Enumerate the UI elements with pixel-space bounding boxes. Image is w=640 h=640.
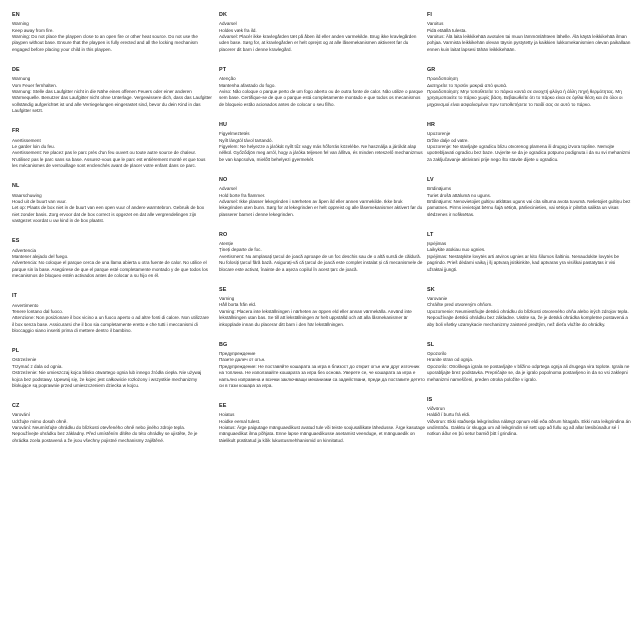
warning-subtitle: Пазете далеч от огън. — [219, 357, 266, 363]
language-code: NL — [12, 183, 20, 190]
warning-title: Avertissement — [12, 137, 41, 143]
warning-subtitle: Trzymać z dala od ognia. — [12, 363, 63, 369]
warning-body: Let op: Plaats de box niet in de buurt van een open vuur of andere warmtebron. Gebruik de box niet zonder basis. Zorg ervoor dat de box correct is opgezet en dat alle vergrendelingen zijn vastgezet voordat u uw kind in de box plaatst. — [12, 205, 205, 224]
warning-body: Ostrzeżenie: Nie umieszczaj kojca blisko otwartego ognia lub innego źródła ciepła. Nie używaj kojca bez podstawy. Upewnij się, że kojec jest całkowicie rozłożony i wszystkie mechanizmy blokujące są poprawnie przed umieszczeniem dziecka w kojcu. — [12, 370, 202, 388]
language-code: DK — [219, 12, 227, 18]
warning-body: Attenzione: Non posizionare il box vicino a un fuoco aperto o ad altre fonti di calore. Non utilizzare il box senza base. Assicurarsi che il box sia completamente eretto e che tutti i meccanismi di bloccaggio siano inseriti prima di mettere dentro il bambino. — [12, 315, 209, 334]
language-code: HR — [427, 121, 435, 128]
language-code: FI — [427, 12, 432, 18]
warning-title: Avvertimento — [12, 302, 39, 308]
warning-body: Warning: Do not place the playpen close to an open fire or other heat source. Do not use the playpen without base. Ensure that the playpen is fully erected and all the locking mechanism engaged before placing your child in this playpen. — [12, 33, 198, 52]
warning-block-de — [12, 67, 212, 115]
warning-title: Viðvörun — [427, 405, 445, 411]
warning-block-lv — [427, 177, 631, 218]
language-code: CZ — [12, 403, 20, 410]
warning-subtitle: Hranite stran od ognja. — [427, 357, 474, 363]
warning-title: Varování — [12, 412, 30, 418]
language-code: BG — [219, 341, 228, 348]
warning-body: Brīdinājums: Nenovietojiet gultiņu atklātas uguns vai cita siltuma avota tuvumā. Nelietojiet gultiņu bez pamatnes. Pirms ievietojat bērnu šajā sētiņā, pārliecinieties, vai sētiņa ir pilnībā salikta un visas slēdzenes ir nofiksētas. — [427, 198, 631, 217]
warning-title: Advarsel — [219, 21, 237, 27]
warning-subtitle: Le garder loin du feu. — [12, 144, 55, 150]
warning-body: Предупреждение: Не поставяйте кошарата за игра в близост до открит огън или друг източник на топлина. Не използвайте кошарата за игра без основа. Уверете се, че кошарата за игра е напълно изправена и всички заключващи механизми са задействани, преди да поставите детето си в тази кошара за игра. — [219, 363, 425, 388]
warning-body: Προειδοποίηση: Μην τοποθετείτε το πάρκο κοντά σε ανοιχτή φλόγα ή άλλη πηγή θερμότητας. Μη χρησιμοποιείτε το πάρκο χωρίς βάση. Βεβαιωθείτε ότι το πάρκο είναι σε όρθια θέση και ότι όλοι οι μηχανισμοί είναι ασφαλισμένοι πριν τοποθετήσετε το παιδί σας σε αυτό το πάρκο. — [427, 88, 623, 107]
warning-title: Advertencia — [12, 247, 37, 253]
language-code: GR — [427, 66, 436, 73]
warning-body: Warnung: Stelle das Laufgitter nicht in die Nähe eines offenen Feuers oder einer anderen Wärmequelle. Benutzer das Laufgitter nicht ohne Unterlage. Vergewissere dich, dass das Laufgitter vollständig aufgerichtet ist und alle Verriegelungen eingerastet sind, bevor du dein Kind in das Laufgitter setzt. — [12, 88, 212, 114]
warning-block-sl — [427, 342, 631, 383]
warning-title: Hoiatus — [219, 412, 235, 418]
warning-subtitle: Keep away from fire. — [12, 27, 54, 33]
warning-body: Advarsel: Ikke plasser lekegrinden i nærheten av åpen ild eller annen varmekilde. Ikke bruk lekegrinden uten bunn. Sørg for at lekegrinden er helt oppreist og alle låsemekanismer aktivert før du plasserer barnet i denne lekegrinden. — [219, 198, 423, 217]
language-code: HU — [219, 121, 227, 128]
warning-subtitle: Holdes væk fra ild. — [219, 27, 257, 33]
language-code: EN — [12, 12, 20, 18]
warning-subtitle: Turiet drošā attālumā no uguns. — [427, 192, 492, 198]
warning-subtitle: Pidä etäällä tulesta. — [427, 27, 467, 33]
warning-subtitle: Hold borte fra flammer. — [219, 192, 266, 198]
warning-subtitle: Håll borta från eld. — [219, 302, 257, 308]
warning-body: Varning: Placera inte lekställningen i närheten av öppen eld eller annan värmekälla. Använd inte lekställningen utan bas. Se till att lekställningen är helt uppställd och att alla låsmekanismer är inkopplade innan du placerar ditt barn i den här lekställningen. — [219, 308, 412, 327]
language-code: SL — [427, 341, 435, 348]
warning-subtitle: Țineți departe de foc. — [219, 247, 262, 253]
warning-subtitle: Držite dalje od vatre. — [427, 137, 469, 143]
warning-subtitle: Mantenha afastado do fogo. — [219, 82, 276, 88]
language-code: EE — [219, 403, 227, 410]
warning-block-fi — [427, 12, 631, 53]
warning-block-pt — [219, 67, 425, 108]
warning-body: Upozornenie: Neumiestňujte detskú ohrádku do blízkosti otvoreného ohňa alebo iných zdrojov tepla. Nepoužívajte detskú ohrádku bez základne. Uistite sa, že je detská ohrádka kompletne postavená a aby boli všetky uzamykacie mechanizmy zaistené predtým, než dieťa vložíte do ohrádky. — [427, 308, 629, 327]
warning-title: Предупреждение — [219, 351, 256, 357]
warning-block-sk — [427, 287, 631, 328]
warning-title: Atenție — [219, 241, 234, 247]
warning-block-hu — [219, 122, 425, 163]
warning-subtitle: Tenere lontano dal fuoco. — [12, 308, 64, 314]
language-code: LT — [427, 231, 434, 238]
warning-subtitle: Houd uit de buurt van vuur. — [12, 198, 67, 204]
warning-body: Hoiatus: Ärge paigutage mänguaedikust avatud tule või teiste soojusallikate lähedusse. Ärge kasutage mänguaedikut ilma põhjata. Enne lapse mänguaedikusse asetamist veenduge, et mänguaedik on täielikult püstitatud ja kõik lukustusmehhanismid on kinnitatud. — [219, 425, 426, 443]
warning-block-en — [12, 12, 212, 53]
warning-body: Avertissement: Ne placez pas le parc près d'un feu ouvert ou toute autre source de chaleur. N'utilisez pas le parc sans sa base. Assurez-vous que le parc est entièrement monté et que tous les mécanismes de verrouillage sont enclenchés avant de placer votre enfant dans ce parc. — [12, 150, 206, 169]
warning-title: Figyelmeztetés — [219, 131, 250, 137]
warning-subtitle: Hoidke eemal tulest. — [219, 418, 261, 424]
language-code: PT — [219, 66, 227, 73]
warning-block-lt — [427, 232, 631, 273]
language-code: FR — [12, 128, 20, 135]
warning-block-fr — [12, 128, 212, 169]
warning-body: Aviso: Não coloque o parque perto de um fogo aberto ou de outra fonte de calor. Não utilize o parque sem base. Certifique-se de que o parque está completamente montado e que todos os mecanismos de bloqueio estão acionados antes de colocar o seu filho. — [219, 88, 423, 107]
warning-block-se — [219, 287, 425, 328]
warning-block-it — [12, 293, 212, 334]
warning-subtitle: Nyílt lángtól távol tartandó. — [219, 137, 273, 143]
warning-subtitle: Laikykite atokiau nuo ugnies. — [427, 247, 486, 253]
warning-title: Advarsel — [219, 186, 237, 192]
warning-block-gr — [427, 67, 631, 108]
warning-block-no — [219, 177, 425, 218]
column-2 — [219, 12, 425, 458]
warning-body: Upozorenje: Ne stavljajte ogradicu blizu otvorenog plamena ili drugog izvora topline. Nemojte upotrebljavati ogradicu bez baze. Uvjerite se da je ogradica potpuno podignuta i da su svi mehanizmi za zaključavanje aktivirani prije nego što stavite dijete u ogradicu. — [427, 143, 630, 162]
warning-title: Varovanie — [427, 296, 448, 302]
warning-block-hr — [427, 122, 631, 163]
warning-block-cz — [12, 403, 212, 444]
warning-body: Varování: Neumísťujte ohrádku do blízkosti otevřeného ohně nebo jiného zdroje tepla. Nepoužívejte ohrádku bez základny. Před umístěním dítěte do této ohrádky se ujistěte, že je ohrádka zcela postavená a že jsou všechny pojistné mechanismy zajištěné. — [12, 425, 198, 443]
warning-subtitle: Haldið í burtu frá eldi. — [427, 412, 471, 418]
warning-title: Προειδοποίηση — [427, 76, 458, 82]
warning-body: Avertisment: Nu amplasați țarcul de joacă aproape de un foc deschis sau de o altă sursă de căldură. Nu folosiți țarcul fără bază. Asigurați-vă că țarcul de joacă este complet instalat și că mecanismele de blocare este activat, înainte de a așeza copilul în acest țarc de joacă. — [219, 253, 423, 272]
warning-body: Advarsel: Placér ikke kravlegården tæt på åben ild eller anden varmekilde. Brug ikke kravlegården uden base. Sørg for, at kravlegården er helt oprejst og at alle låsemekanismen aktiveret før du placerer dit barn i denne kravlegård. — [219, 33, 417, 52]
warning-block-ro — [219, 232, 425, 273]
language-code: RO — [219, 231, 228, 238]
warning-title: Warnung — [12, 76, 31, 82]
warning-subtitle: Διατηρείτε το προϊόν μακριά από φωτιά. — [427, 82, 508, 88]
language-code: NO — [219, 176, 228, 183]
warning-subtitle: Mantener alejado del fuego. — [12, 253, 69, 259]
warning-body: Opozorilo: Otroškega igrala ne postavljajte v bližino odprtega ognja ali drugega vira toplote. Igrala ne uporabljajte brez podstavka. Prepričajte se, da je igralo popolnoma postavljeno in da so vsi zaklepni mehanizmi nameščeni, preden otroka položite v igralo. — [427, 363, 630, 382]
language-code: DE — [12, 66, 20, 73]
warning-title: Įspėjimas — [427, 241, 447, 247]
warning-body: Įspėjimas: Nestatykite lovytės arti atviros ugnies ar kito šilumos šaltinio. Nenaudokite lovytės be pagrindo. Prieš dėdami vaiką į šį aptvarą įsitikinkite, kad aptvaras yra visiškai pastatytas ir visi užraktai įjungti. — [427, 253, 620, 272]
warning-block-dk — [219, 12, 425, 53]
warning-block-is — [427, 397, 631, 438]
warning-body: Varoitus: Älä laita leikkikehää avotulen tai muun lämmönlähteen lähelle. Älä käytä leikkikehää ilman pohjaa. Varmista leikkikehän olevan täysin pystytetty ja kaikkien lukkomekanismien olevan paikallaan ennen kuin laitat lapsesi tähän leikkikehään. — [427, 33, 631, 52]
warning-subtitle: Udržujte mimo dosah ohně. — [12, 418, 68, 424]
warning-title: Atenção — [219, 76, 236, 82]
column-1 — [12, 12, 212, 458]
warning-title: Varoitus — [427, 21, 444, 27]
language-code: ES — [12, 238, 20, 245]
warning-title: Ostrzeżenie — [12, 357, 37, 363]
warning-subtitle: Chráňte pred otvoreným ohňom. — [427, 302, 493, 308]
warning-block-bg — [219, 342, 425, 390]
warning-body: Viðvörun: Ekki staðsetja leikgrindina nálægt opnum eldi eða öðrum hitagafa. Ekki nota leikgrindina án undirstöðu. Gakktu úr skugga um að leikgrindin sé sett upp að fullu og að allar læsibúnaður sé í notkun áður en þú setur barnið þitt í grindina. — [427, 418, 631, 437]
language-code: SE — [219, 286, 227, 293]
language-code: IT — [12, 293, 17, 300]
warning-block-pl — [12, 348, 212, 389]
warning-block-nl — [12, 183, 212, 224]
warning-body: Figyelem: Ne helyezze a járókát nyílt tűz vagy más hőforrás közelébe. Ne használja a járókát alap nélkül. Győződjön meg arról, hogy a járóka teljesen fel van állítva, és minden reteszelő mechanizmus be van kapcsolva, mielőtt behelyezi gyermekét. — [219, 143, 423, 162]
column-3 — [427, 12, 631, 452]
warning-title: Opozorilo — [427, 351, 447, 357]
warning-block-ee — [219, 403, 425, 444]
warning-title: Brīdinājums — [427, 186, 452, 192]
warning-subtitle: Vom Feuer fernhalten. — [12, 82, 57, 88]
warning-block-es — [12, 238, 212, 279]
warning-title: Waarschuwing — [12, 192, 42, 198]
language-code: IS — [427, 396, 433, 403]
warning-title: Warning — [12, 21, 29, 27]
warning-body: Advertencia: No coloque el parque cerca de una llama abierta u otra fuente de calor. No utilice el parque sin la base. Asegúrese de que el parque esté completamente montado y de que todos los mecanismos de bloqueo estén activados antes de colocar a su hijo en él. — [12, 260, 208, 279]
language-code: SK — [427, 286, 435, 293]
language-code: PL — [12, 348, 20, 355]
language-code: LV — [427, 176, 434, 183]
warning-title: Upozorenje — [427, 131, 451, 137]
warning-title: Varning — [219, 296, 235, 302]
